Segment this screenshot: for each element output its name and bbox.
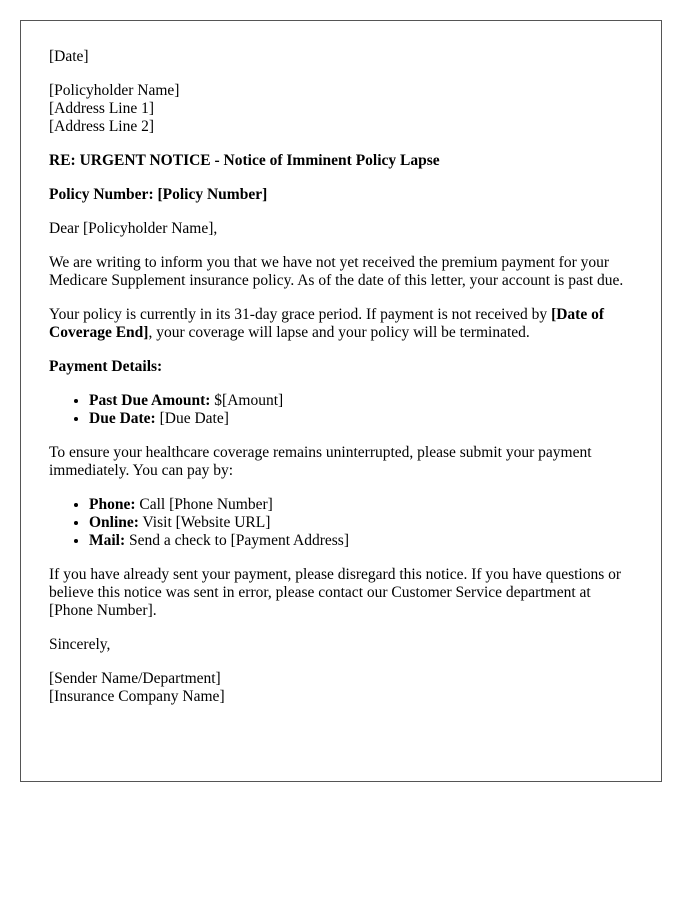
- signature-block: [49, 670, 633, 706]
- recipient-name: [Policyholder Name]: [49, 82, 180, 99]
- closing: Sincerely,: [49, 636, 111, 653]
- payment-method-label: Mail:: [89, 532, 126, 549]
- policy-number-label: Policy Number:: [49, 186, 154, 203]
- payment-detail-label: Past Due Amount:: [89, 392, 211, 409]
- payment-method-value: Call [Phone Number]: [135, 496, 273, 513]
- salutation: Dear [Policyholder Name],: [49, 220, 218, 237]
- payment-method-label: Online:: [89, 514, 139, 531]
- recipient-address: [49, 82, 633, 136]
- payment-details-heading-text: Payment Details:: [49, 358, 163, 375]
- payment-details-list: [49, 392, 633, 428]
- policy-number-line: [49, 186, 633, 204]
- paragraph-grace-period: [49, 306, 633, 342]
- recipient-address-line-1: [Address Line 1]: [49, 100, 155, 117]
- payment-method-value: Visit [Website URL]: [138, 514, 271, 531]
- payment-method-value: Send a check to [Payment Address]: [125, 532, 349, 549]
- paragraph-disregard: If you have already sent your payment, please disregard this notice. If you have questions or believe this notice was sent in error, please contact our Customer Service department at [Phone Number].: [49, 566, 622, 619]
- sender-name: [Sender Name/Department]: [49, 670, 221, 687]
- paragraph-pay-instructions: To ensure your healthcare coverage remains uninterrupted, please submit your payment immediately. You can pay by:: [49, 444, 592, 479]
- payment-detail-value: [Due Date]: [155, 410, 229, 427]
- letter: [20, 20, 662, 782]
- subject-line: [49, 152, 633, 170]
- payment-methods-list: [49, 496, 633, 550]
- payment-method-item: [89, 532, 633, 550]
- grace-period-text-before: Your policy is currently in its 31-day grace period. If payment is not received by: [49, 306, 552, 323]
- payment-detail-label: Due Date:: [89, 410, 156, 427]
- payment-method-item: [89, 514, 633, 532]
- payment-detail-value: $[Amount]: [210, 392, 284, 409]
- grace-period-text-after: , your coverage will lapse and your policy will be terminated.: [148, 324, 530, 341]
- coverage-end-date: [Date of Coverage End]: [49, 306, 604, 341]
- policy-number-value: [Policy Number]: [157, 186, 268, 203]
- payment-method-label: Phone:: [89, 496, 136, 513]
- letter-date: [Date]: [49, 48, 89, 65]
- payment-method-item: [89, 496, 633, 514]
- recipient-address-line-2: [Address Line 2]: [49, 118, 155, 135]
- subject-text: RE: URGENT NOTICE - Notice of Imminent Policy Lapse: [49, 152, 440, 169]
- payment-detail-item: [89, 392, 633, 410]
- payment-detail-item: [89, 410, 633, 428]
- paragraph-past-due: We are writing to inform you that we have not yet received the premium payment for your Medicare Supplement insurance policy. As of the date of this letter, your account is past due.: [49, 254, 624, 289]
- company-name: [Insurance Company Name]: [49, 688, 225, 705]
- payment-details-heading: [49, 358, 633, 376]
